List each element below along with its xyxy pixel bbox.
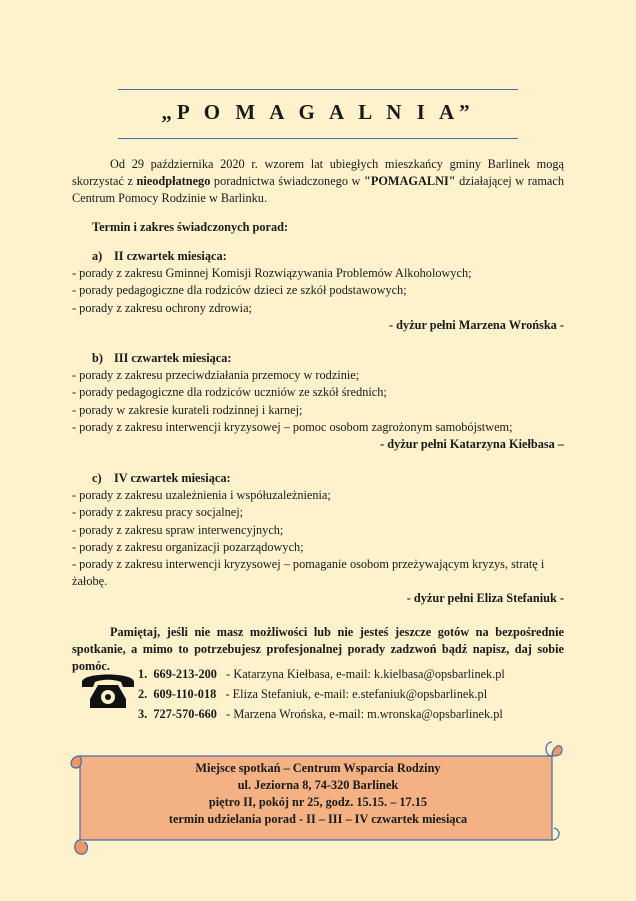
page-title: „P O M A G A L N I A” (161, 100, 475, 124)
section-heading: c) IV czwartek miesiąca: (92, 471, 231, 485)
remember-note: Pamiętaj, jeśli nie masz możliwości lub nie jesteś jeszcze gotów na bezpośrednie spotkanie, a mimo to potrzebujesz profesjonalnej porady zadzwoń bądź napisz, daj sobie pomóc. (72, 625, 564, 673)
list-item: - porady pedagogiczne dla rodziców uczniów ze szkół średnich; (72, 385, 387, 400)
list-item: - porady z zakresu interwencji kryzysowej – pomoc osobom zagrożonym samobójstwem; (72, 419, 513, 434)
intro-paragraph: Od 29 października 2020 r. wzorem lat ubiegłych mieszkańcy gminy Barlinek mogą skorzystać z nieodpłatnego poradnictwa świadczonego w "POMAGALNI" działającej w ramach Centrum Pomocy Rodzinie w Barlinku. (72, 157, 564, 205)
section-heading: b) III czwartek miesiąca: (92, 351, 232, 365)
section-c (72, 470, 564, 608)
section-a (72, 248, 564, 334)
schedule-line: termin udzielania porad - II – III – IV czwartek miesiąca (168, 812, 468, 826)
telephone-icon (78, 668, 138, 712)
room-hours-line: piętro II, pokój nr 25, godz. 15.15. – 17.15 (208, 795, 428, 809)
list-item: - porady z zakresu ochrony zdrowia; (72, 300, 252, 315)
list-item: - porady z zakresu przeciwdziałania przemocy w rodzinie; (72, 368, 360, 383)
phone-number[interactable]: 727-570-660 (153, 707, 217, 721)
list-item: - porady z zakresu organizacji pozarządowych; (72, 539, 304, 554)
contact-row: 2. 609-110-018 - Eliza Stefaniuk, e-mail: e.stefaniuk@opsbarlinek.pl (138, 687, 488, 701)
list-item: - porady z zakresu interwencji kryzysowej – pomaganie osobom przeżywającym kryzys, stratę i żałobę. (72, 557, 545, 589)
address-line: ul. Jeziorna 8, 74-320 Barlinek (237, 778, 399, 792)
section-b (72, 350, 564, 453)
list-item: - porady z zakresu Gminnej Komisji Rozwiązywania Problemów Alkoholowych; (72, 266, 472, 281)
phone-number[interactable]: 609-110-018 (153, 687, 217, 701)
intro-bold-free: nieodpłatnego (136, 174, 211, 188)
top-rule (118, 89, 518, 90)
list-item: - porady z zakresu uzależnienia i współuzależnienia; (72, 488, 331, 503)
schedule-heading: Termin i zakres świadczonych porad: (92, 220, 289, 234)
contact-list (138, 664, 505, 724)
location-line: Miejsce spotkań – Centrum Wsparcia Rodziny (195, 761, 441, 775)
list-item: - porady w zakresie kurateli rodzinnej i karnej; (72, 402, 303, 417)
contact-row: 1. 669-213-200 - Katarzyna Kiełbasa, e-mail: k.kielbasa@opsbarlinek.pl (138, 667, 505, 681)
contact-row: 3. 727-570-660 - Marzena Wrońska, e-mail: m.wronska@opsbarlinek.pl (138, 707, 503, 721)
duty-line: - dyżur pełni Katarzyna Kiełbasa – (380, 437, 564, 452)
duty-line: - dyżur pełni Eliza Stefaniuk - (406, 591, 564, 606)
list-item: - porady pedagogiczne dla rodziców dzieci ze szkół podstawowych; (72, 283, 407, 298)
location-info (88, 760, 548, 828)
section-heading: a) II czwartek miesiąca: (92, 249, 227, 263)
intro-bold-name: "POMAGALNI" (364, 174, 456, 188)
bottom-rule (118, 138, 518, 139)
phone-number[interactable]: 669-213-200 (153, 667, 217, 681)
list-item: - porady z zakresu pracy socjalnej; (72, 505, 244, 520)
list-item: - porady z zakresu spraw interwencyjnych; (72, 522, 284, 537)
duty-line: - dyżur pełni Marzena Wrońska - (388, 317, 564, 332)
